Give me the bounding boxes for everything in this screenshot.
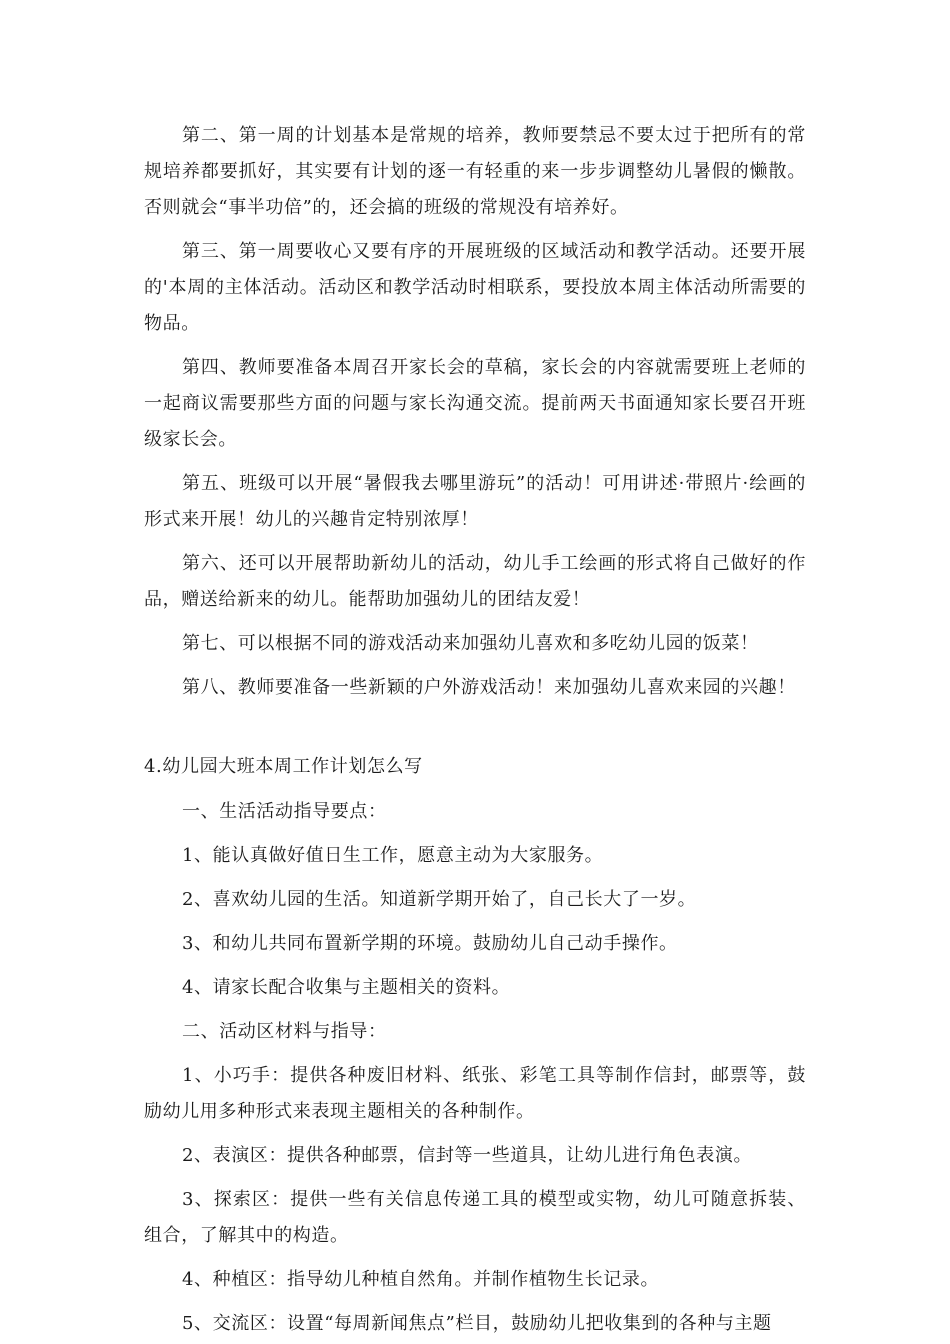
list-item: 4、请家长配合收集与主题相关的资料。 <box>182 977 511 998</box>
paragraph-7: 第七、可以根据不同的游戏活动来加强幼儿喜欢和多吃幼儿园的饭菜！ <box>182 633 759 654</box>
list-item: 5、交流区：设置“每周新闻焦点”栏目，鼓励幼儿把收集到的各种与主题 <box>182 1313 772 1334</box>
list-item: 3、和幼儿共同布置新学期的环境。鼓励幼儿自己动手操作。 <box>182 933 678 954</box>
paragraph-8: 第八、教师要准备一些新颖的户外游戏活动！来加强幼儿喜欢来园的兴趣！ <box>182 677 796 698</box>
list-item: 1、能认真做好值日生工作，愿意主动为大家服务。 <box>182 845 604 866</box>
list-item: 2、表演区：提供各种邮票，信封等一些道具，让幼儿进行角色表演。 <box>182 1145 753 1166</box>
list-item: 2、喜欢幼儿园的生活。知道新学期开始了，自己长大了一岁。 <box>182 889 697 910</box>
paragraph-6: 第六、还可以开展帮助新幼儿的活动，幼儿手工绘画的形式将自己做好的作品，赠送给新来的幼儿。能帮助加强幼儿的团结友爱！ <box>144 553 806 610</box>
paragraph-5: 第五、班级可以开展“暑假我去哪里游玩”的活动！可用讲述·带照片·绘画的形式来开展！幼儿的兴趣肯定特别浓厚！ <box>144 473 806 530</box>
list-item: 3、探索区：提供一些有关信息传递工具的模型或实物，幼儿可随意拆装、组合，了解其中的构造。 <box>144 1189 806 1246</box>
paragraph-2: 第二、第一周的计划基本是常规的培养，教师要禁忌不要太过于把所有的常规培养都要抓好，其实要有计划的逐一有轻重的来一步步调整幼儿暑假的懒散。否则就会“事半功倍”的，还会搞的班级的常规没有培养好。 <box>144 125 806 218</box>
list-item: 1、小巧手：提供各种废旧材料、纸张、彩笔工具等制作信封，邮票等，鼓励幼儿用多种形式来表现主题相关的各种制作。 <box>144 1065 806 1122</box>
subheading-activity-areas: 二、活动区材料与指导： <box>182 1021 387 1042</box>
paragraph-3: 第三、第一周要收心又要有序的开展班级的区域活动和教学活动。还要开展的'本周的主体活动。活动区和教学活动时相联系，要投放本周主体活动所需要的物品。 <box>144 241 806 334</box>
paragraph-4: 第四、教师要准备本周召开家长会的草稿，家长会的内容就需要班上老师的一起商议需要那些方面的问题与家长沟通交流。提前两天书面通知家长要召开班级家长会。 <box>144 357 806 450</box>
section-heading: 4.幼儿园大班本周工作计划怎么写 <box>144 756 423 777</box>
list-item: 4、种植区：指导幼儿种植自然角。并制作植物生长记录。 <box>182 1269 660 1290</box>
subheading-life-activities: 一、生活活动指导要点： <box>182 801 387 822</box>
